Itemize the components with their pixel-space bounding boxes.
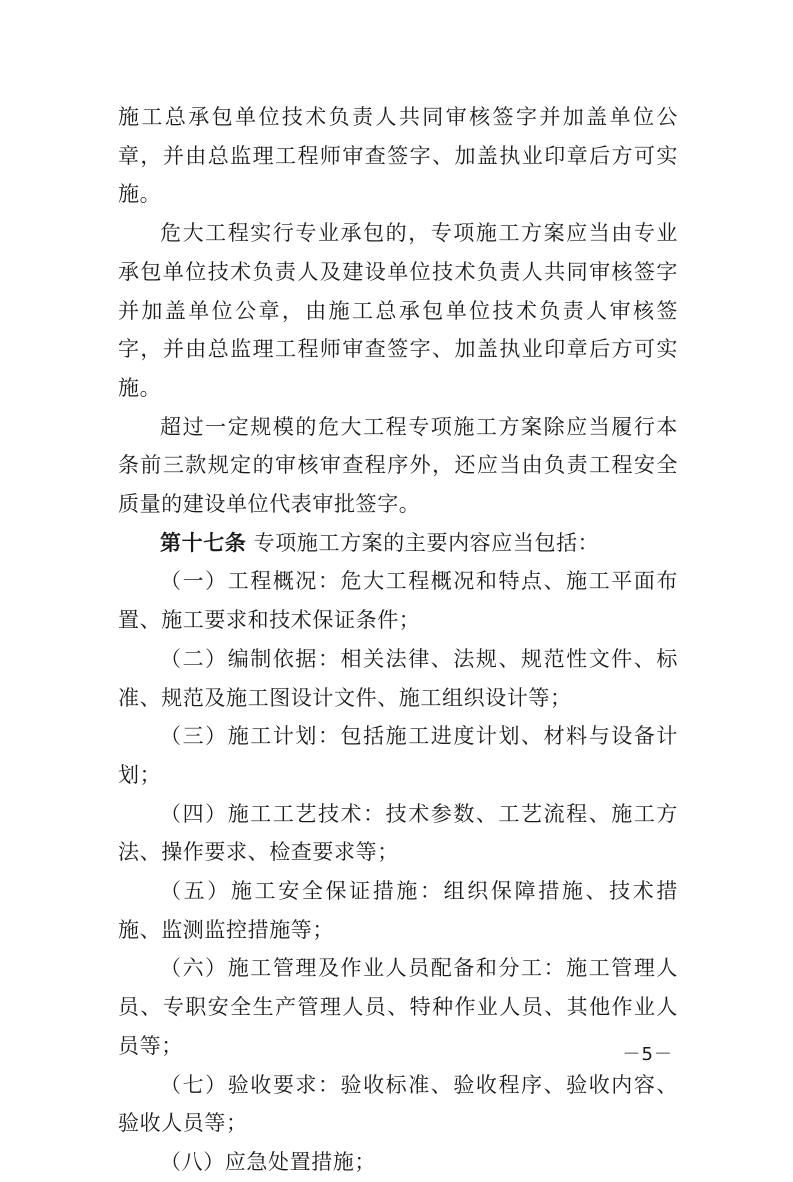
article-17-heading xyxy=(118,524,678,563)
paragraph-continuation: 施工总承包单位技术负责人共同审核签字并加盖单位公章，并由总监理工程师审查签字、加盖执业印章后方可实施。 xyxy=(118,105,678,207)
article-number: 第十七条 xyxy=(160,529,247,555)
body-text xyxy=(118,98,678,1182)
article-heading-text: 专项施工方案的主要内容应当包括： xyxy=(246,530,600,555)
list-item-5: （五）施工安全保证措施：组织保障措施、技术措施、监测监控措施等； xyxy=(118,879,678,942)
paragraph-large-scale-approval: 超过一定规模的危大工程专项施工方案除应当履行本条前三款规定的审核审查程序外，还应当由负责工程安全质量的建设单位代表审批签字。 xyxy=(118,414,678,517)
list-item-6: （六）施工管理及作业人员配备和分工：施工管理人员、专职安全生产管理人员、特种作业人员、其他作业人员等； xyxy=(118,956,678,1058)
list-item-1: （一）工程概况：危大工程概况和特点、施工平面布置、施工要求和技术保证条件； xyxy=(118,569,678,633)
list-item-8: （八）应急处置措施； xyxy=(160,1149,376,1174)
list-item-3: （三）施工计划：包括施工进度计划、材料与设备计划； xyxy=(118,724,678,787)
list-item-2: （二）编制依据：相关法律、法规、规范性文件、标准、规范及施工图设计文件、施工组织设计等； xyxy=(118,646,678,710)
list-item-7: （七）验收要求：验收标准、验收程序、验收内容、验收人员等； xyxy=(118,1072,678,1136)
page-number: －5－ xyxy=(622,1044,673,1065)
list-item-4: （四）施工工艺技术：技术参数、工艺流程、施工方法、操作要求、检查要求等； xyxy=(118,801,678,865)
paragraph-professional-contracting: 危大工程实行专业承包的，专项施工方案应当由专业承包单位技术负责人及建设单位技术负责人共同审核签字并加盖单位公章，由施工总承包单位技术负责人审核签字，并由总监理工程师审查签字、加盖执业印章后方可实施。 xyxy=(118,221,678,400)
